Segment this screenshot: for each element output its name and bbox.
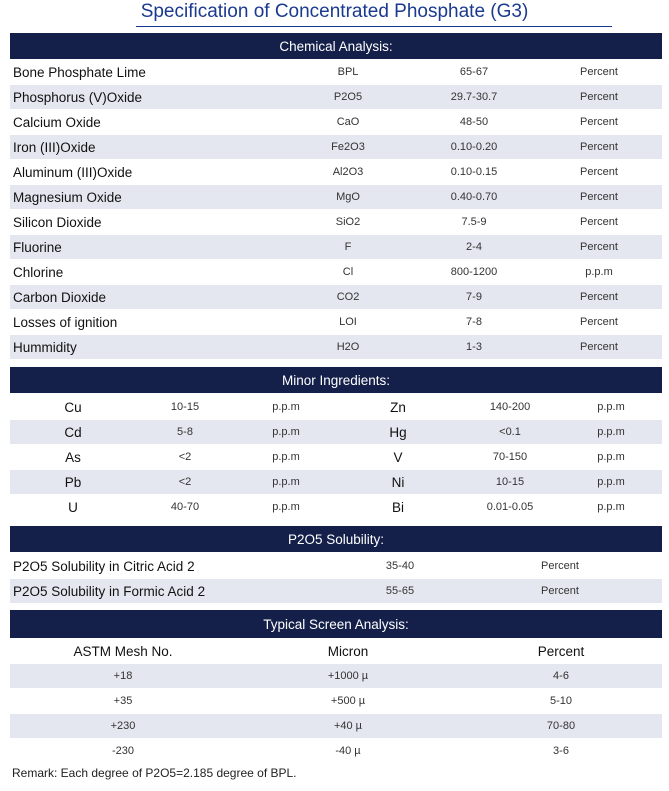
chemical-analysis-header: Chemical Analysis: (10, 33, 662, 59)
chemical-name: Phosphorus (V)Oxide (13, 90, 143, 105)
minor-row (10, 445, 662, 470)
chemical-unit: Percent (580, 241, 618, 253)
solubility-value: 35-40 (385, 560, 415, 572)
solubility-value: 55-65 (385, 585, 415, 597)
screen-micron: +500 µ (330, 695, 366, 707)
chemical-name: Bone Phosphate Lime (13, 65, 146, 80)
chemical-value: 65-67 (459, 66, 489, 78)
chemical-row (10, 60, 662, 85)
minor-value: 10-15 (170, 401, 200, 413)
chemical-value: 0.10-0.20 (450, 141, 498, 153)
minor-value: 10-15 (495, 476, 525, 488)
remark (12, 766, 297, 780)
solubility-unit: Percent (541, 560, 579, 572)
chemical-symbol: F (344, 241, 352, 253)
chemical-symbol: H2O (336, 341, 360, 353)
chemical-unit: Percent (580, 166, 618, 178)
chemical-value: 7.5-9 (461, 216, 487, 228)
chemical-symbol: SiO2 (335, 216, 361, 228)
chemical-row (10, 335, 662, 360)
solubility-row (10, 554, 662, 579)
solubility-name: P2O5 Solubility in Citric Acid 2 (13, 559, 195, 574)
minor-value: <2 (178, 476, 192, 488)
screen-mesh: +18 (113, 670, 133, 682)
chemical-symbol: BPL (337, 66, 359, 78)
chemical-unit: Percent (580, 141, 618, 153)
minor-value: <2 (178, 451, 192, 463)
chemical-unit: Percent (580, 191, 618, 203)
chemical-unit: Percent (580, 66, 618, 78)
minor-row (10, 495, 662, 520)
chemical-symbol: P2O5 (333, 91, 363, 103)
screen-mesh: +230 (110, 720, 136, 732)
chemical-unit: Percent (580, 291, 618, 303)
chemical-row (10, 185, 662, 210)
minor-element: Pb (64, 475, 82, 490)
chemical-row (10, 110, 662, 135)
solubility-row (10, 579, 662, 604)
chemical-symbol: Al2O3 (332, 166, 364, 178)
chemical-value: 0.10-0.15 (450, 166, 498, 178)
minor-element: V (393, 450, 403, 465)
chemical-value: 29.7-30.7 (450, 91, 498, 103)
minor-value: <0.1 (499, 426, 521, 438)
minor-element: As (65, 450, 81, 465)
chemical-unit: Percent (580, 316, 618, 328)
chemical-value: 48-50 (459, 116, 489, 128)
minor-value: 0.01-0.05 (486, 501, 534, 513)
minor-unit: p.p.m (597, 501, 625, 513)
minor-unit: p.p.m (272, 426, 300, 438)
minor-value: 140-200 (489, 401, 531, 413)
screen-mesh: -230 (111, 745, 135, 757)
chemical-unit: Percent (580, 91, 618, 103)
minor-unit: p.p.m (597, 451, 625, 463)
minor-element: Ni (391, 475, 405, 490)
chemical-name: Carbon Dioxide (13, 290, 107, 305)
chemical-row (10, 310, 662, 335)
minor-value: 70-150 (492, 451, 528, 463)
minor-ingredients-header: Minor Ingredients: (10, 367, 662, 393)
screen-percent: 3-6 (553, 745, 569, 757)
minor-unit: p.p.m (272, 401, 300, 413)
minor-element: Cu (64, 400, 82, 415)
page-title: Specification of Concentrated Phosphate (G3) (140, 1, 529, 22)
screen-micron: -40 µ (335, 745, 361, 757)
screen-header-row (10, 639, 662, 664)
chemical-name: Calcium Oxide (13, 115, 101, 130)
screen-analysis-header: Typical Screen Analysis: (10, 610, 662, 638)
chemical-value: 1-3 (466, 341, 482, 353)
screen-row (10, 739, 662, 764)
column-header: ASTM Mesh No. (73, 644, 173, 659)
chemical-value: 7-8 (466, 316, 482, 328)
minor-value: 5-8 (177, 426, 193, 438)
chemical-unit: Percent (580, 116, 618, 128)
screen-micron: +40 µ (333, 720, 363, 732)
screen-mesh: +35 (113, 695, 133, 707)
chemical-name: Fluorine (13, 240, 62, 255)
chemical-symbol: CaO (336, 116, 360, 128)
remark-text: Each degree of P2O5=2.185 degree of BPL. (57, 766, 297, 780)
minor-row (10, 470, 662, 495)
chemical-unit: Percent (580, 216, 618, 228)
chemical-name: Aluminum (III)Oxide (13, 165, 133, 180)
chemical-row (10, 285, 662, 310)
chemical-symbol: Fe2O3 (331, 141, 365, 153)
chemical-row (10, 210, 662, 235)
column-header: Percent (537, 644, 585, 659)
minor-element: U (68, 500, 78, 515)
chemical-name: Hummidity (13, 340, 77, 355)
chemical-row (10, 85, 662, 110)
chemical-row (10, 160, 662, 185)
chemical-row (10, 135, 662, 160)
remark-label: Remark: (12, 766, 58, 780)
screen-percent: 70-80 (546, 720, 576, 732)
minor-unit: p.p.m (272, 501, 300, 513)
chemical-value: 800-1200 (450, 266, 498, 278)
screen-row (10, 689, 662, 714)
chemical-name: Silicon Dioxide (13, 215, 102, 230)
solubility-header: P2O5 Solubility: (10, 526, 662, 552)
column-header: Micron (327, 644, 369, 659)
minor-row (10, 395, 662, 420)
screen-row (10, 664, 662, 689)
minor-row (10, 420, 662, 445)
chemical-unit: Percent (580, 341, 618, 353)
chemical-value: 7-9 (466, 291, 482, 303)
minor-element: Hg (389, 425, 407, 440)
minor-value: 40-70 (170, 501, 200, 513)
minor-element: Zn (390, 400, 406, 415)
minor-unit: p.p.m (272, 451, 300, 463)
title-underline (136, 26, 612, 27)
chemical-name: Chlorine (13, 265, 64, 280)
chemical-value: 2-4 (466, 241, 482, 253)
screen-micron: +1000 µ (327, 670, 369, 682)
minor-unit: p.p.m (272, 476, 300, 488)
chemical-row (10, 235, 662, 260)
chemical-symbol: MgO (336, 191, 360, 203)
minor-element: Cd (64, 425, 82, 440)
chemical-unit: p.p.m (585, 266, 613, 278)
solubility-name: P2O5 Solubility in Formic Acid 2 (13, 584, 206, 599)
minor-element: Bi (391, 500, 405, 515)
minor-unit: p.p.m (597, 401, 625, 413)
minor-unit: p.p.m (597, 476, 625, 488)
chemical-name: Magnesium Oxide (13, 190, 122, 205)
chemical-name: Losses of ignition (13, 315, 118, 330)
screen-percent: 5-10 (549, 695, 573, 707)
chemical-name: Iron (III)Oxide (13, 140, 96, 155)
minor-unit: p.p.m (597, 426, 625, 438)
chemical-symbol: LOI (339, 316, 357, 328)
chemical-symbol: Cl (342, 266, 354, 278)
solubility-unit: Percent (541, 585, 579, 597)
chemical-value: 0.40-0.70 (450, 191, 498, 203)
chemical-row (10, 260, 662, 285)
chemical-symbol: CO2 (336, 291, 360, 303)
screen-percent: 4-6 (553, 670, 569, 682)
screen-row (10, 714, 662, 739)
